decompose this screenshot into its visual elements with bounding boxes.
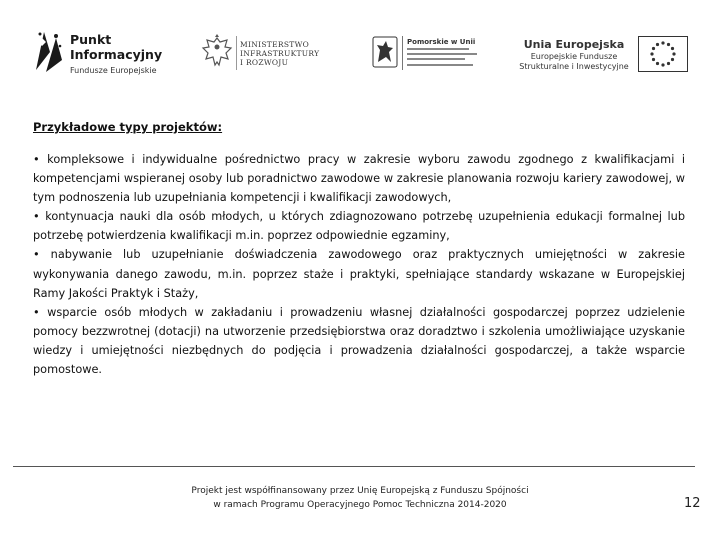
list-item: • wsparcie osób młodych w zakładaniu i prowadzeniu własnej działalności gospodarczej poprzez udzielenie pomocy bezzwrotnej (dotacji) na utworzenie przedsiębiorstwa oraz doradztwo i szkolenia umożliwiające uzyskanie wiedzy i umiejętności niezbędnych do podjęcia i prowadzenia działalności gospodarczej, a także wsparcie pomostowe. bbox=[33, 305, 685, 377]
ministry-logo bbox=[200, 34, 330, 74]
pomorskie-fine-print-icon bbox=[407, 47, 479, 69]
punkt-title-line1: Punkt bbox=[70, 32, 112, 47]
eu-flag-icon bbox=[638, 36, 688, 72]
pomorskie-title: Pomorskie w Unii bbox=[407, 38, 476, 46]
project-types-list bbox=[33, 150, 685, 379]
ministry-separator bbox=[236, 36, 237, 70]
eu-subtitle-line2: Strukturalne i Inwestycyjne bbox=[519, 62, 629, 71]
eu-funds-text bbox=[518, 38, 630, 72]
polish-eagle-icon bbox=[200, 34, 234, 70]
ministry-line3: I ROZWOJU bbox=[240, 58, 289, 67]
pomorskie-separator bbox=[402, 36, 403, 70]
footer-divider bbox=[13, 466, 695, 467]
list-item: • nabywanie lub uzupełnianie doświadczenia zawodowego oraz praktycznych umiejętności w zakresie wykonywania danego zawodu, m.in. poprzez staże i praktyki, spełniające standardy wskazane w Europejskiej Ramy Jakości Praktyk i Staży, bbox=[33, 248, 685, 300]
main-content bbox=[33, 120, 685, 379]
punkt-title-line2: Informacyjny bbox=[70, 47, 163, 62]
footer-line2: w ramach Programu Operacyjnego Pomoc Techniczna 2014-2020 bbox=[213, 500, 507, 510]
eu-subtitle-line1: Europejskie Fundusze bbox=[530, 52, 618, 61]
punkt-subtitle: Fundusze Europejskie bbox=[70, 66, 157, 75]
page-number: 12 bbox=[684, 496, 701, 511]
list-item: • kontynuacja nauki dla osób młodych, u których zdiagnozowano potrzebę uzupełnienia edukacji formalnej lub potrzebę potwierdzenia kwalifikacji m.in. poprzez odpowiednie egzaminy, bbox=[33, 210, 685, 243]
punkt-informacyjny-logo bbox=[34, 30, 184, 80]
ministry-line2: INFRASTRUKTURY bbox=[240, 49, 320, 58]
pomorskie-logo bbox=[372, 36, 482, 74]
footer-line1: Projekt jest współfinansowany przez Unię Europejską z Funduszu Spójności bbox=[191, 486, 529, 496]
logo-bar bbox=[0, 0, 720, 92]
pomorskie-griffin-icon bbox=[372, 36, 398, 68]
footer-note bbox=[150, 484, 570, 512]
ministry-line1: MINISTERSTWO bbox=[240, 40, 310, 49]
eu-title: Unia Europejska bbox=[523, 38, 625, 51]
section-heading: Przykładowe typy projektów: bbox=[33, 120, 223, 134]
punkt-informacyjny-mark-icon bbox=[34, 30, 64, 74]
list-item: • kompleksowe i indywidualne pośrednictwo pracy w zakresie wyboru zawodu zgodnego z kwalifikacjami i kompetencjami wspieranej osoby lub poradnictwo zawodowe w zakresie planowania rozwoju kariery zawodowej, w tym podnoszenia lub uzupełniania kompetencji i kwalifikacji zawodowych, bbox=[33, 153, 685, 205]
